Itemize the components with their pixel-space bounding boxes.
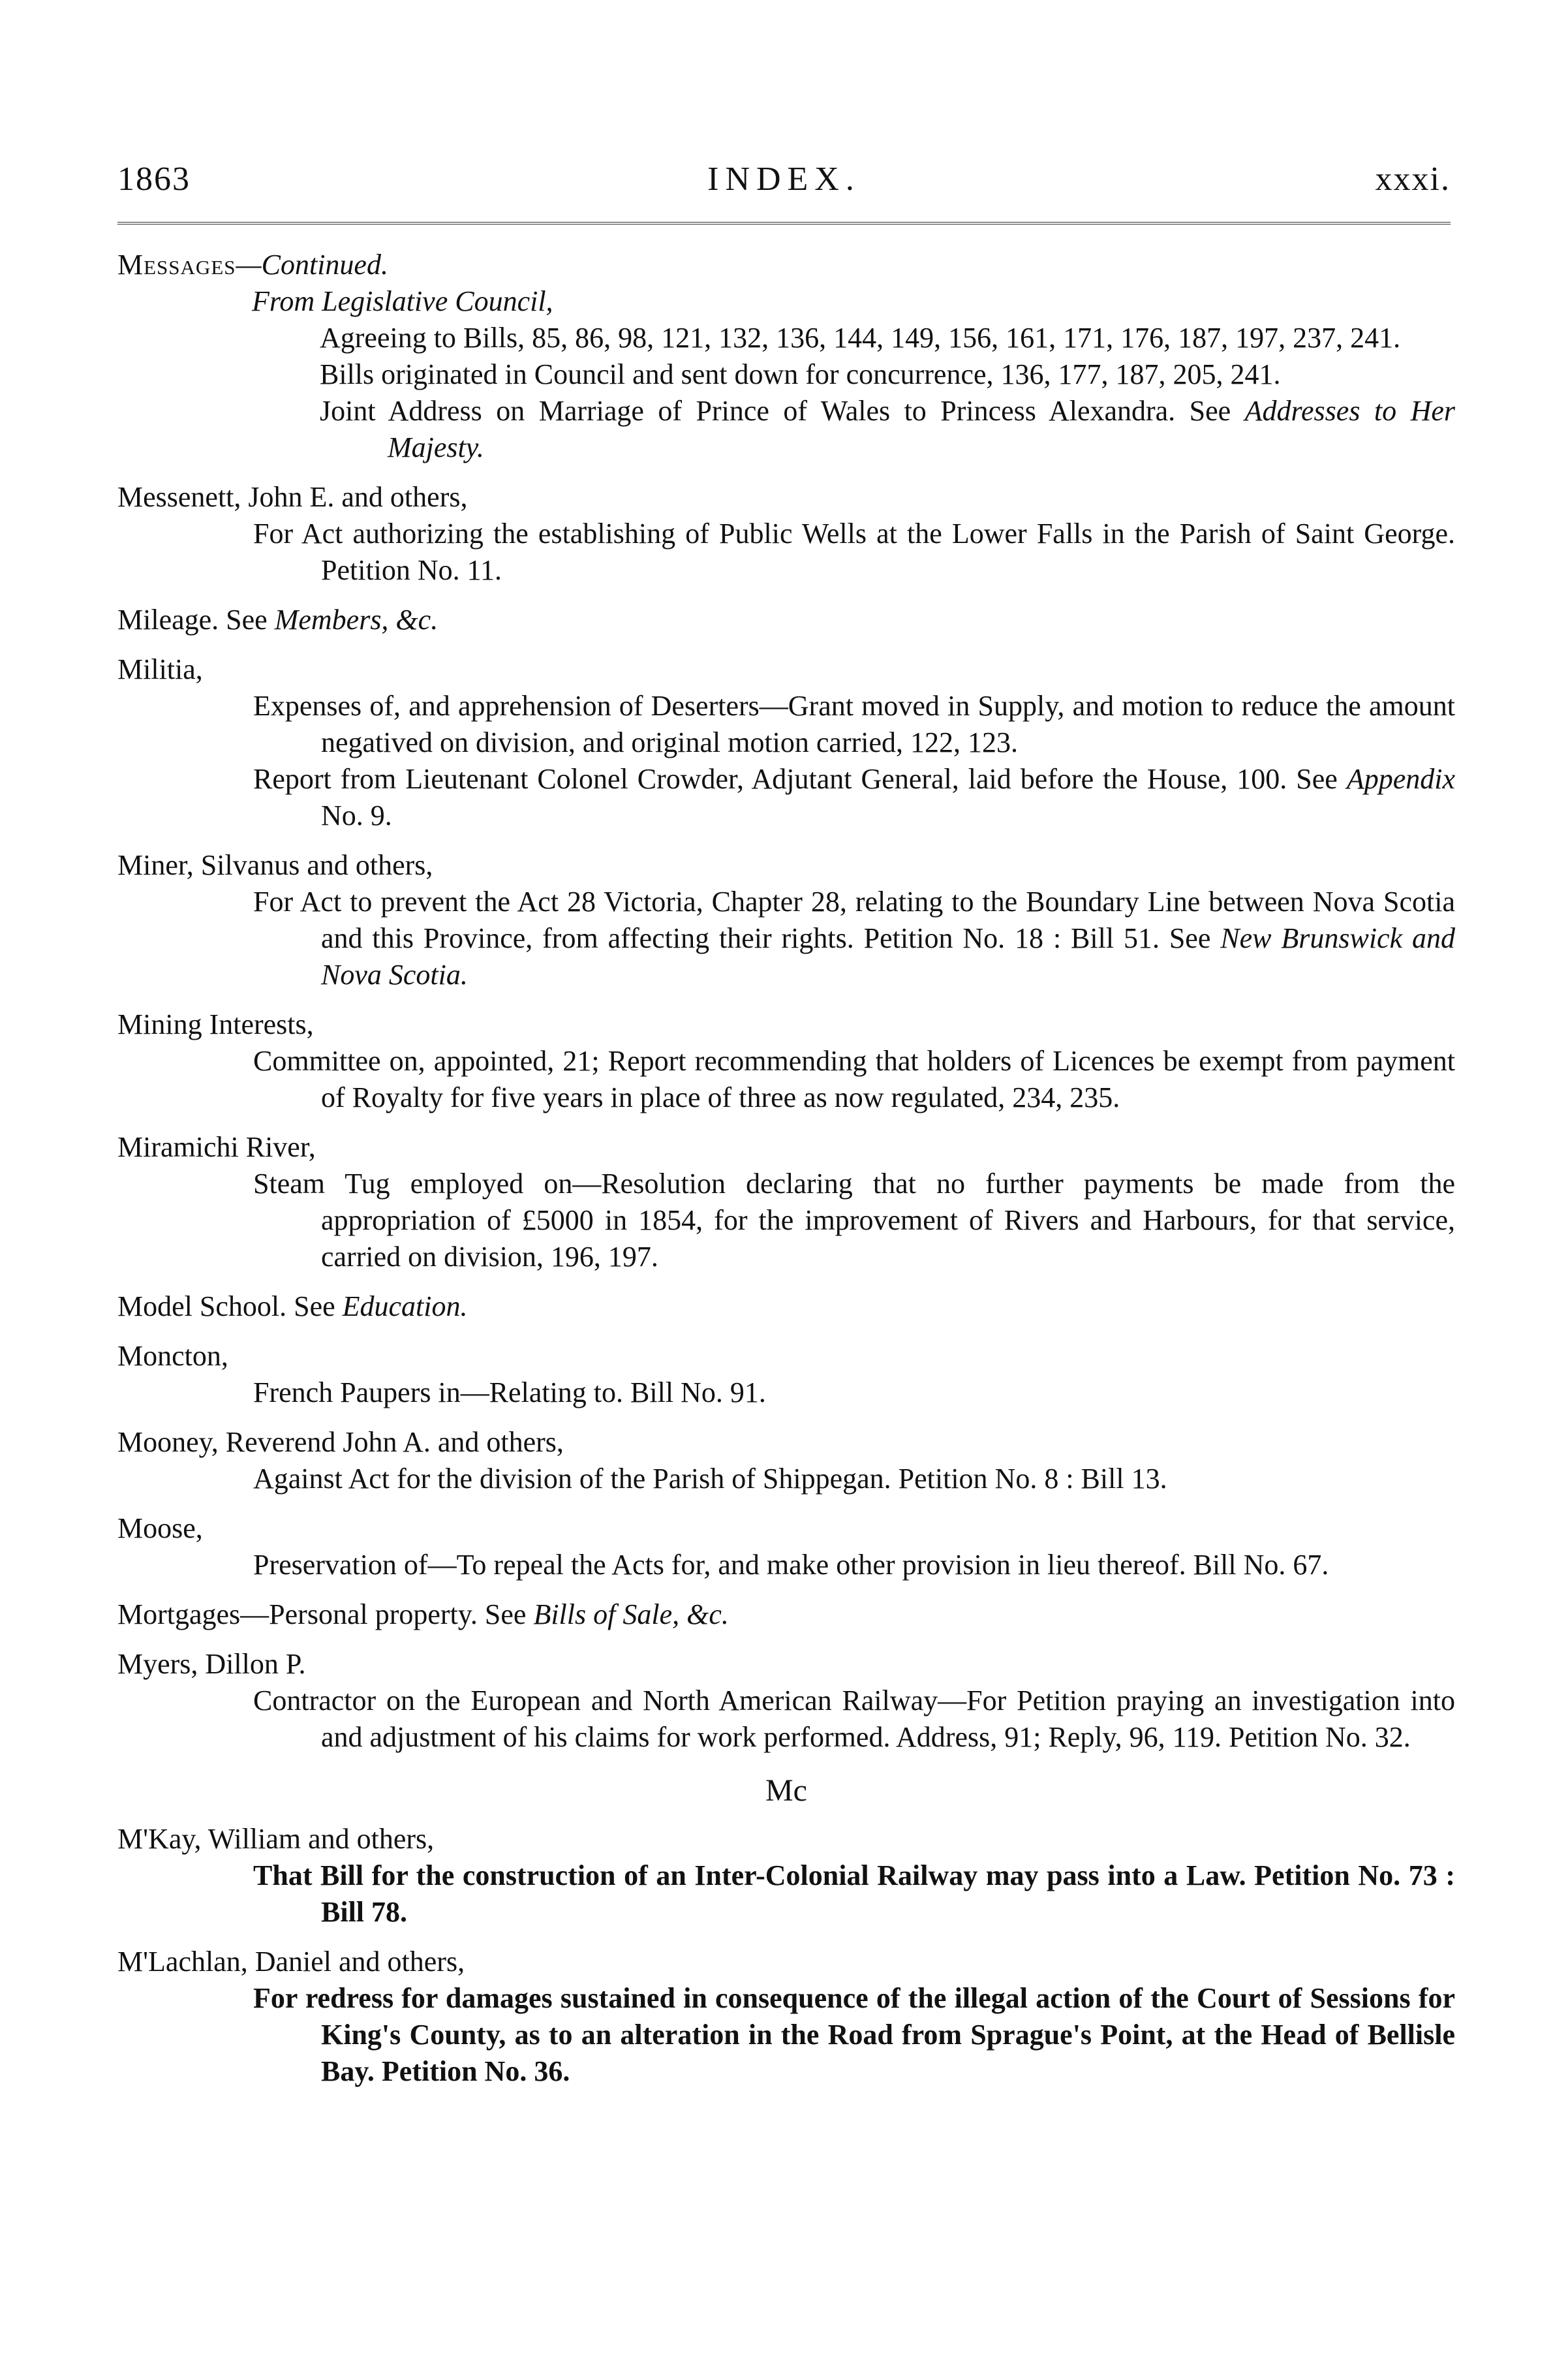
entry-heading: Messenett, John E. and others,	[117, 481, 468, 513]
index-entry-mileage	[117, 602, 1455, 638]
section-heading-mc: Mc	[765, 1773, 807, 1808]
entry-item: Expenses of, and apprehension of Deserters—Grant moved in Supply, and motion to reduce the amount negatived on division, and original motion carried, 122, 123.	[253, 690, 1455, 758]
cross-reference: Addresses to Her Majesty.	[388, 395, 1456, 463]
index-entry-mooney	[117, 1424, 1455, 1497]
entry-heading: Miner, Silvanus and others,	[117, 849, 433, 881]
index-entry-mclachlan	[117, 1944, 1455, 2090]
entry-item: Joint Address on Marriage of Prince of Wales to Princess Alexandra. See Addresses to Her Majesty.	[320, 395, 1456, 463]
entry-item: Report from Lieutenant Colonel Crowder, Adjutant General, laid before the House, 100. See Appendix No. 9.	[253, 763, 1455, 831]
cross-reference: Bills of Sale, &c.	[533, 1598, 729, 1630]
cross-reference: New Brunswick and Nova Scotia.	[321, 922, 1455, 991]
entry-heading: Mileage. See Members, &c.	[117, 604, 438, 636]
index-entry-mining-interests	[117, 1006, 1455, 1116]
entry-item: Committee on, appointed, 21; Report recommending that holders of Licences be exempt from payment of Royalty for five years in place of three as now regulated, 234, 235.	[253, 1045, 1455, 1113]
entry-item: For Act authorizing the establishing of Public Wells at the Lower Falls in the Parish of Saint George. Petition No. 11.	[253, 518, 1455, 586]
cross-reference: Members, &c.	[274, 604, 438, 636]
entry-item: Agreeing to Bills, 85, 86, 98, 121, 132, 136, 144, 149, 156, 161, 171, 176, 187, 197, 237, 241.	[320, 322, 1401, 354]
index-entry-mckay	[117, 1821, 1455, 1931]
entry-heading: Mortgages—Personal property. See Bills of Sale, &c.	[117, 1598, 729, 1630]
entry-item: Preservation of—To repeal the Acts for, and make other provision in lieu thereof. Bill No. 67.	[253, 1549, 1329, 1581]
header-rule	[117, 222, 1451, 228]
index-entry-messenett	[117, 479, 1455, 589]
entry-heading: Militia,	[117, 653, 203, 685]
entry-subheading: From Legislative Council,	[252, 285, 553, 317]
header-title: INDEX.	[707, 161, 861, 198]
header-page-number: xxxi.	[1375, 161, 1451, 198]
cross-reference: Education.	[342, 1290, 468, 1322]
page-header	[117, 160, 1451, 212]
entry-heading: Miramichi River,	[117, 1131, 316, 1163]
entry-item: That Bill for the construction of an Inter-Colonial Railway may pass into a Law. Petition No. 73 : Bill 78.	[253, 1859, 1455, 1928]
entry-item: Bills originated in Council and sent down for concurrence, 136, 177, 187, 205, 241.	[320, 358, 1281, 390]
cross-reference: Appendix	[1346, 763, 1455, 795]
header-year: 1863	[117, 161, 191, 198]
entry-item: For Act to prevent the Act 28 Victoria, Chapter 28, relating to the Boundary Line between Nova Scotia and this Province, from affecting their rights. Petition No. 18 : Bill 51. See New Brunswick and Nova Scotia.	[253, 886, 1455, 991]
index-entry-mortgages	[117, 1596, 1455, 1633]
entry-heading: Mining Interests,	[117, 1008, 314, 1040]
entry-item: For redress for damages sustained in consequence of the illegal action of the Court of Sessions for King's County, as to an alteration in the Road from Sprague's Point, at the Head of Bellisle Bay. Petition No. 36.	[253, 1982, 1455, 2087]
index-content	[117, 247, 1455, 2103]
entry-heading: Mooney, Reverend John A. and others,	[117, 1426, 564, 1458]
entry-item: Against Act for the division of the Parish of Shippegan. Petition No. 8 : Bill 13.	[253, 1463, 1167, 1495]
entry-heading: Myers, Dillon P.	[117, 1648, 306, 1680]
index-entry-myers	[117, 1646, 1455, 1756]
index-entry-moncton	[117, 1338, 1455, 1411]
index-entry-model-school	[117, 1288, 1455, 1325]
index-entry-miner	[117, 847, 1455, 993]
entry-item: French Paupers in—Relating to. Bill No. 91.	[253, 1376, 766, 1408]
entry-heading: Moose,	[117, 1512, 203, 1544]
entry-item: Contractor on the European and North American Railway—For Petition praying an investigation into and adjustment of his claims for work performed. Address, 91; Reply, 96, 119. Petition No. 32.	[253, 1685, 1455, 1753]
index-entry-miramichi	[117, 1129, 1455, 1275]
entry-heading: Moncton,	[117, 1340, 228, 1372]
index-entry-messages	[117, 247, 1455, 466]
entry-heading: M'Kay, William and others,	[117, 1823, 435, 1855]
entry-heading: M'Lachlan, Daniel and others,	[117, 1946, 465, 1978]
index-entry-militia	[117, 651, 1455, 834]
entry-heading: Messages—Continued.	[117, 249, 388, 281]
entry-heading: Model School. See Education.	[117, 1290, 468, 1322]
entry-item: Steam Tug employed on—Resolution declaring that no further payments be made from the appropriation of £5000 in 1854, for the improvement of Rivers and Harbours, for that service, carried on division, 196, 197.	[253, 1168, 1455, 1273]
index-entry-moose	[117, 1510, 1455, 1583]
